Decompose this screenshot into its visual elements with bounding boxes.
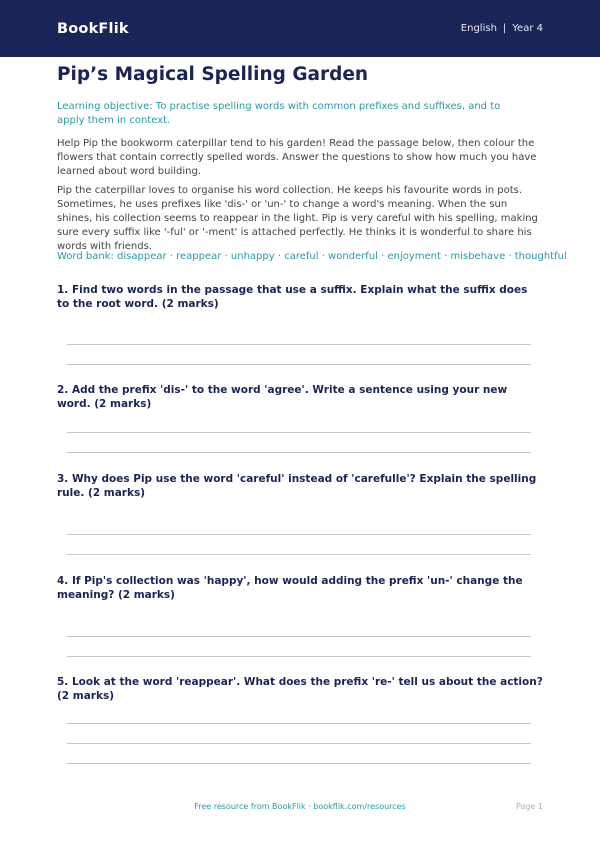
question-5: 5. Look at the word 'reappear'. What does the prefix 're-' tell us about the action? (2 marks)	[57, 676, 543, 702]
worksheet-title: Pip’s Magical Spelling Garden	[57, 64, 369, 85]
word-bank: Word bank: disappear · reappear · unhappy · careful · wonderful · enjoyment · misbehave · thoughtful	[57, 251, 567, 262]
header-meta	[461, 23, 543, 34]
answer-line[interactable]	[67, 763, 531, 764]
answer-line[interactable]	[67, 656, 531, 657]
answer-line[interactable]	[67, 743, 531, 744]
answer-line[interactable]	[67, 636, 531, 637]
page-number: Page 1	[516, 802, 543, 811]
year-label: Year 4	[512, 23, 543, 34]
question-4: 4. If Pip's collection was 'happy', how would adding the prefix 'un-' change the meaning? (2 marks)	[57, 575, 523, 601]
question-3: 3. Why does Pip use the word 'careful' instead of 'carefulle'? Explain the spelling rule. (2 marks)	[57, 473, 537, 499]
reading-passage: Pip the caterpillar loves to organise his word collection. He keeps his favourite words in pots. Sometimes, he uses prefixes like 'dis-' or 'un-' to change a word's meaning. When the sun shines, his collection seems to reappear in the light. Pip is very careful with his spelling, making sure every suffix like '-ful' or '-ment' is attached perfectly. He thinks it is wonderful to share his words with friends.	[57, 185, 538, 252]
meta-separator: |	[502, 23, 507, 34]
answer-line[interactable]	[67, 554, 531, 555]
brand-logo: BookFlik	[57, 20, 129, 37]
answer-line[interactable]	[67, 452, 531, 453]
learning-objective: Learning objective: To practise spelling words with common prefixes and suffixes, and to apply them in context.	[57, 101, 501, 126]
question-2: 2. Add the prefix 'dis-' to the word 'agree'. Write a sentence using your new word. (2 marks)	[57, 384, 508, 410]
subject-label: English	[460, 23, 497, 34]
instructions: Help Pip the bookworm caterpillar tend to his garden! Read the passage below, then colour the flowers that contain correctly spelled words. Answer the questions to show how much you have learned about word building.	[57, 138, 537, 177]
footer-credit: Free resource from BookFlik · bookflik.com/resources	[194, 802, 406, 811]
answer-line[interactable]	[67, 344, 531, 345]
answer-line[interactable]	[67, 723, 531, 724]
page-footer	[0, 802, 600, 814]
answer-line[interactable]	[67, 534, 531, 535]
answer-line[interactable]	[67, 364, 531, 365]
answer-line[interactable]	[67, 432, 531, 433]
page-header	[0, 0, 600, 57]
question-1: 1. Find two words in the passage that use a suffix. Explain what the suffix does to the root word. (2 marks)	[57, 284, 528, 310]
